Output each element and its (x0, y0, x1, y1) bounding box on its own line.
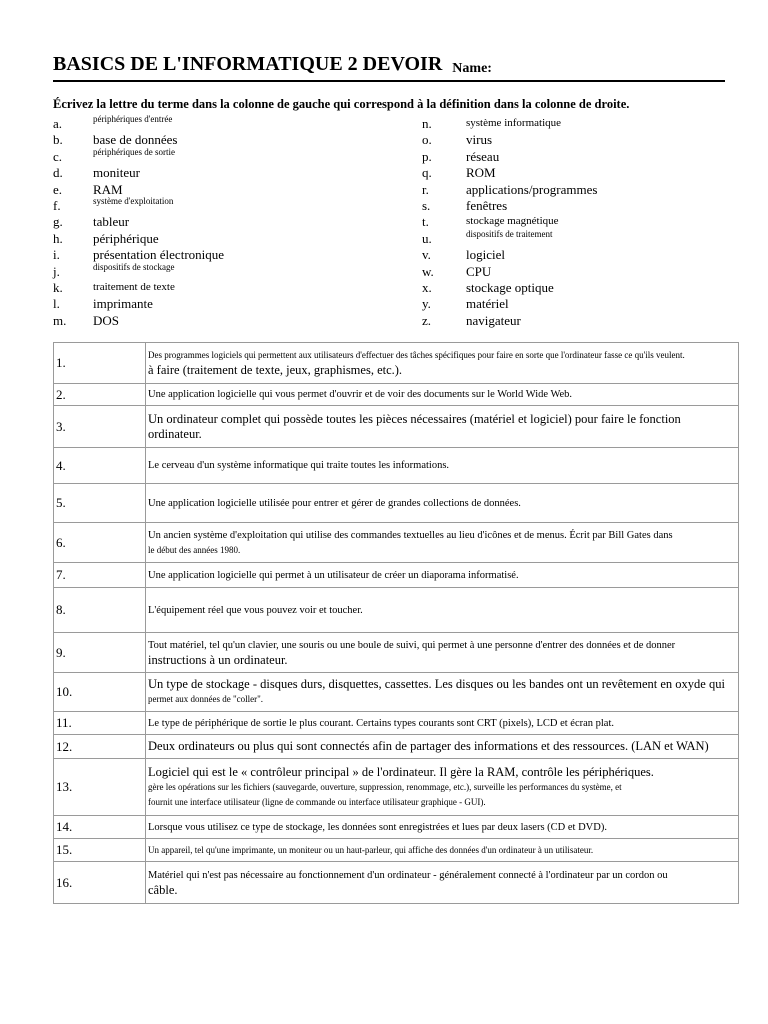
instructions: Écrivez la lettre du terme dans la colonne de gauche qui correspond à la définition dans la colonne de droite. (53, 97, 630, 111)
term-letter: v. (422, 247, 431, 263)
term-text: stockage optique (466, 279, 554, 295)
term-text: traitement de texte (93, 280, 175, 293)
definition-cell (146, 523, 739, 563)
table-row (54, 563, 739, 588)
term-text: système d'exploitation (93, 195, 174, 206)
term-text: stockage magnétique (466, 215, 559, 228)
definition-line: Une application logicielle utilisée pour entrer et gérer de grandes collections de données. (148, 497, 521, 509)
table-row (54, 862, 739, 904)
definition-line: L'équipement réel que vous pouvez voir et toucher. (148, 604, 363, 616)
term-letter: c. (53, 148, 63, 164)
table-row (54, 816, 739, 839)
term-text: périphériques de sortie (93, 146, 175, 157)
answer-cell[interactable]: 2. (54, 384, 146, 406)
answer-cell[interactable]: 10. (54, 673, 146, 712)
answer-cell[interactable]: 14. (54, 816, 146, 839)
answer-cell[interactable]: 11. (54, 712, 146, 735)
term-letter: b. (53, 132, 63, 148)
table-row (54, 759, 739, 816)
term-text: fenêtres (466, 197, 508, 213)
term-text: périphérique (93, 230, 159, 246)
definition-line: Un ordinateur complet qui possède toutes les pièces nécessaires (matériel et logiciel) pour faire le fonction ordinateur. (148, 411, 681, 441)
term-text: dispositifs de stockage (93, 261, 175, 272)
answer-cell[interactable]: 6. (54, 523, 146, 563)
term-letter: z. (422, 312, 432, 328)
definition-line: instructions à un ordinateur. (148, 652, 288, 667)
definition-cell (146, 673, 739, 712)
term-letter: d. (53, 165, 63, 181)
definition-line: Une application logicielle qui vous permet d'ouvrir et de voir des documents sur le World Wide Web. (148, 389, 573, 400)
definition-cell (146, 343, 739, 384)
answer-cell[interactable]: 13. (54, 759, 146, 816)
title-row (53, 52, 725, 80)
term-letter: o. (422, 132, 432, 148)
term-text: périphériques d'entrée (93, 114, 173, 124)
definition-line: gère les opérations sur les fichiers (sauvegarde, ouverture, suppression, renommage, etc.), surveille les performances du système, et (148, 781, 622, 792)
term-text: base de données (93, 132, 178, 148)
definition-line: Le type de périphérique de sortie le plus courant. Certains types courants sont CRT (pixels), LCD et écran plat. (148, 717, 615, 729)
definition-cell (146, 862, 739, 904)
definition-line: Tout matériel, tel qu'un clavier, une souris ou une boule de suivi, qui permet à une personne d'entrer des données et de donner (148, 639, 676, 651)
term-text: applications/programmes (466, 181, 598, 197)
term-letter: w. (422, 263, 434, 279)
term-letter: r. (422, 181, 429, 197)
definition-line: Lorsque vous utilisez ce type de stockage, les données sont enregistrées et lues par deux lasers (CD et DVD). (148, 821, 607, 833)
definitions-table (53, 342, 739, 904)
definition-line: Des programmes logiciels qui permettent aux utilisateurs d'effectuer des tâches spécifiques pour faire en sorte que l'ordinateur fasse ce qu'ils veulent. (148, 350, 685, 360)
term-letter: n. (422, 116, 432, 131)
term-letter: h. (53, 230, 63, 246)
title-divider (53, 80, 725, 82)
definition-line: câble. (148, 882, 178, 897)
answer-cell[interactable]: 5. (54, 484, 146, 523)
definition-line: Une application logicielle qui permet à un utilisateur de créer un diaporama informatisé. (148, 569, 519, 581)
definition-cell (146, 712, 739, 735)
answer-cell[interactable]: 1. (54, 343, 146, 384)
term-text: virus (466, 132, 492, 148)
term-text: CPU (466, 263, 492, 279)
term-text: système informatique (466, 117, 562, 129)
answer-cell[interactable]: 7. (54, 563, 146, 588)
term-text: RAM (93, 181, 123, 197)
answer-cell[interactable]: 16. (54, 862, 146, 904)
definition-cell (146, 633, 739, 673)
term-letter: a. (53, 116, 63, 131)
answer-cell[interactable]: 15. (54, 839, 146, 862)
table-row (54, 523, 739, 563)
definition-line: Deux ordinateurs ou plus qui sont connectés afin de partager des informations et des ressources. (LAN et WAN) (148, 739, 709, 753)
definition-line: à faire (traitement de texte, jeux, graphismes, etc.). (148, 363, 403, 377)
table-row (54, 712, 739, 735)
table-row (54, 384, 739, 406)
table-row (54, 633, 739, 673)
term-letter: e. (53, 181, 63, 197)
table-row (54, 588, 739, 633)
term-letter: g. (53, 214, 63, 230)
table-row (54, 839, 739, 862)
term-letter: k. (53, 279, 63, 295)
definition-line: le début des années 1980. (148, 544, 241, 555)
definition-cell (146, 448, 739, 484)
definition-cell (146, 735, 739, 759)
name-label: Name: (452, 61, 492, 76)
term-letter: q. (422, 165, 432, 181)
definition-line: fournit une interface utilisateur (ligne de commande ou interface utilisateur graphique - GUI). (148, 796, 486, 807)
term-letter: l. (53, 296, 60, 312)
definition-line: Un appareil, tel qu'une imprimante, un moniteur ou un haut-parleur, qui affiche des données d'un ordinateur à un utilisateur. (148, 844, 594, 855)
answer-cell[interactable]: 9. (54, 633, 146, 673)
term-text: moniteur (93, 165, 140, 181)
table-row (54, 673, 739, 712)
term-letter: y. (422, 296, 431, 312)
term-text: DOS (93, 312, 120, 328)
definition-cell (146, 588, 739, 633)
term-letter: s. (422, 197, 431, 213)
term-letter: p. (422, 148, 432, 164)
definition-line: Logiciel qui est le « contrôleur principal » de l'ordinateur. Il gère la RAM, contrôle les périphériques. (148, 764, 654, 779)
answer-cell[interactable]: 12. (54, 735, 146, 759)
term-text: imprimante (93, 296, 153, 312)
definition-cell (146, 759, 739, 816)
table-row (54, 406, 739, 448)
definition-line: Le cerveau d'un système informatique qui traite toutes les informations. (148, 460, 450, 471)
term-text: navigateur (466, 312, 521, 328)
term-text: présentation électronique (93, 247, 225, 263)
term-letter: u. (422, 230, 432, 246)
term-text: tableur (93, 214, 130, 230)
term-text: ROM (466, 165, 496, 181)
term-text: logiciel (466, 247, 505, 263)
term-letter: j. (53, 263, 60, 279)
table-row (54, 735, 739, 759)
term-letter: f. (53, 197, 61, 213)
table-row (54, 343, 739, 384)
definition-cell (146, 406, 739, 448)
term-letter: x. (422, 279, 432, 295)
definition-cell (146, 816, 739, 839)
definition-line: Un type de stockage - disques durs, disquettes, cassettes. Les disques ou les bandes ont un revêtement en oxyde qui (148, 677, 725, 691)
answer-cell[interactable]: 4. (54, 448, 146, 484)
table-row (54, 448, 739, 484)
page-title: BASICS DE L'INFORMATIQUE 2 DEVOIR (53, 53, 443, 75)
definition-cell (146, 839, 739, 862)
term-text: dispositifs de traitement (466, 228, 553, 239)
term-text: réseau (466, 148, 500, 164)
definition-line: permet aux données de "coller". (148, 694, 264, 704)
answer-cell[interactable]: 8. (54, 588, 146, 633)
table-row (54, 484, 739, 523)
term-letter: t. (422, 214, 429, 230)
answer-cell[interactable]: 3. (54, 406, 146, 448)
term-letter: i. (53, 247, 60, 263)
term-text: matériel (466, 296, 509, 312)
definition-line: Un ancien système d'exploitation qui utilise des commandes textuelles au lieu d'icônes et de menus. Écrit par Bill Gates dans (148, 529, 673, 541)
term-letter: m. (53, 312, 67, 328)
definition-cell (146, 563, 739, 588)
definition-cell (146, 484, 739, 523)
definition-cell (146, 384, 739, 406)
definition-line: Matériel qui n'est pas nécessaire au fonctionnement d'un ordinateur - généralement connecté à l'ordinateur par un cordon ou (148, 869, 668, 881)
